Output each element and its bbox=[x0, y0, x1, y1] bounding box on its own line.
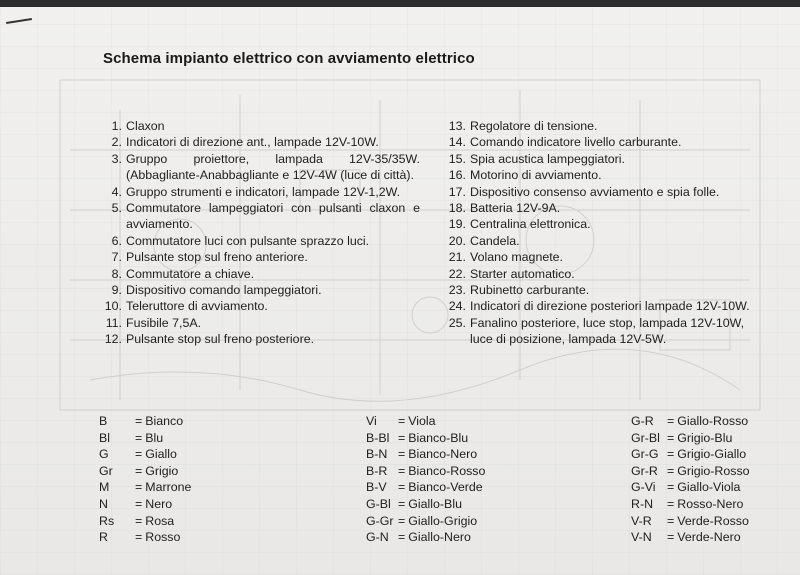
component-number: 23. bbox=[448, 283, 466, 298]
color-legend-entry bbox=[366, 463, 485, 480]
component-item bbox=[448, 184, 766, 200]
component-text: Centralina elettronica. bbox=[470, 217, 591, 232]
component-item bbox=[104, 331, 420, 347]
color-legend-entry bbox=[631, 413, 750, 430]
component-item bbox=[448, 249, 766, 265]
color-legend-entry bbox=[631, 479, 750, 496]
component-text: Batteria 12V-9A. bbox=[470, 201, 561, 216]
component-number: 6. bbox=[111, 233, 122, 248]
color-legend-entry bbox=[99, 430, 191, 447]
component-number: 17. bbox=[448, 184, 466, 199]
component-item bbox=[104, 184, 420, 200]
component-text: Fanalino posteriore, luce stop, lampada 12V-10W, luce di posizione, lampada 12V-5W. bbox=[470, 315, 745, 347]
color-code: V-R bbox=[631, 513, 652, 528]
component-item bbox=[104, 151, 420, 184]
color-legend-entry bbox=[99, 446, 191, 463]
color-name: Giallo-Rosso bbox=[677, 414, 749, 428]
color-name: Giallo-Nero bbox=[408, 530, 471, 545]
equals-sign: = bbox=[667, 430, 675, 445]
component-number: 9. bbox=[111, 283, 122, 298]
color-legend-entry bbox=[631, 430, 750, 447]
color-code: G-Gr bbox=[366, 513, 394, 528]
color-legend-entry bbox=[366, 496, 485, 513]
equals-sign: = bbox=[398, 463, 406, 478]
color-legend-entry bbox=[631, 446, 750, 463]
color-code: R-N bbox=[631, 496, 654, 511]
equals-sign: = bbox=[135, 530, 143, 545]
component-item bbox=[448, 151, 766, 167]
color-code: Vi bbox=[366, 414, 377, 428]
color-legend-entry bbox=[366, 430, 485, 447]
equals-sign: = bbox=[398, 530, 406, 545]
equals-sign: = bbox=[667, 447, 675, 462]
component-text: Gruppo strumenti e indicatori, lampade 12V-1,2W. bbox=[126, 184, 401, 199]
color-code: M bbox=[99, 480, 110, 495]
component-number: 18. bbox=[448, 201, 466, 216]
color-legend-entry bbox=[99, 496, 191, 513]
component-item bbox=[448, 200, 766, 216]
component-item bbox=[104, 118, 420, 134]
color-code: Gr-G bbox=[631, 447, 659, 462]
color-legend-column bbox=[366, 413, 485, 546]
equals-sign: = bbox=[135, 480, 143, 495]
component-number: 20. bbox=[448, 233, 466, 248]
color-name: Marrone bbox=[145, 480, 192, 495]
color-legend-entry bbox=[99, 463, 191, 480]
component-number: 12. bbox=[104, 332, 122, 347]
color-legend-entry bbox=[366, 513, 485, 530]
color-name: Rosso bbox=[145, 530, 181, 545]
component-number: 2. bbox=[111, 135, 122, 150]
color-code: B-N bbox=[366, 447, 388, 462]
color-legend-entry bbox=[366, 413, 485, 430]
component-number: 22. bbox=[448, 266, 466, 281]
component-text: Candela. bbox=[470, 233, 520, 248]
color-code: G-Bl bbox=[366, 496, 391, 511]
equals-sign: = bbox=[135, 513, 143, 528]
color-name: Grigio-Rosso bbox=[677, 463, 750, 478]
components-list-left bbox=[104, 118, 420, 348]
component-item bbox=[448, 266, 766, 282]
equals-sign: = bbox=[398, 414, 406, 428]
color-code: Rs bbox=[99, 513, 115, 528]
component-item bbox=[448, 233, 766, 249]
component-number: 8. bbox=[111, 266, 122, 281]
component-text: Regolatore di tensione. bbox=[470, 119, 598, 133]
color-code: Gr bbox=[99, 463, 113, 478]
color-legend-entry bbox=[631, 529, 750, 546]
color-legend-entry bbox=[99, 529, 191, 546]
color-name: Grigio-Giallo bbox=[677, 447, 747, 462]
color-code: B-R bbox=[366, 463, 388, 478]
component-number: 7. bbox=[111, 250, 122, 265]
color-code: B-V bbox=[366, 480, 387, 495]
color-legend-column bbox=[99, 413, 191, 546]
scan-top-edge bbox=[0, 0, 800, 7]
equals-sign: = bbox=[135, 447, 143, 462]
color-name: Bianco-Verde bbox=[408, 480, 483, 495]
component-text: Dispositivo consenso avviamento e spia folle. bbox=[470, 184, 720, 199]
component-text: Commutatore lampeggiatori con pulsanti claxon e avviamento. bbox=[126, 201, 420, 232]
component-number: 1. bbox=[111, 119, 122, 133]
component-text: Commutatore luci con pulsante sprazzo luci. bbox=[126, 233, 370, 248]
color-name: Bianco-Nero bbox=[408, 447, 478, 462]
equals-sign: = bbox=[135, 496, 143, 511]
color-name: Giallo-Blu bbox=[408, 496, 462, 511]
equals-sign: = bbox=[135, 414, 143, 428]
color-name: Rosa bbox=[145, 513, 175, 528]
color-code: R bbox=[99, 530, 108, 545]
component-text: Gruppo proiettore, lampada 12V-35/35W. (Abbagliante-Anabbagliante e 12V-4W (luce di città). bbox=[126, 151, 420, 183]
component-text: Claxon bbox=[126, 119, 165, 133]
color-name: Bianco-Blu bbox=[408, 430, 469, 445]
component-text: Fusibile 7,5A. bbox=[126, 315, 202, 330]
component-item bbox=[448, 282, 766, 298]
equals-sign: = bbox=[667, 480, 675, 495]
component-text: Pulsante stop sul freno posteriore. bbox=[126, 332, 315, 347]
color-code: B-Bl bbox=[366, 430, 390, 445]
component-number: 5. bbox=[111, 201, 122, 216]
equals-sign: = bbox=[667, 496, 675, 511]
equals-sign: = bbox=[667, 463, 675, 478]
component-text: Spia acustica lampeggiatori. bbox=[470, 151, 625, 166]
color-name: Blu bbox=[145, 430, 164, 445]
component-item bbox=[448, 118, 766, 134]
color-name: Nero bbox=[145, 496, 173, 511]
component-item bbox=[104, 249, 420, 265]
color-legend-entry bbox=[99, 513, 191, 530]
color-name: Grigio-Blu bbox=[677, 430, 733, 445]
component-number: 19. bbox=[448, 217, 466, 232]
equals-sign: = bbox=[398, 480, 406, 495]
color-legend-entry bbox=[366, 446, 485, 463]
page-title: Schema impianto elettrico con avviamento elettrico bbox=[103, 50, 475, 67]
color-name: Verde-Rosso bbox=[677, 513, 749, 528]
component-text: Starter automatico. bbox=[470, 266, 575, 281]
component-number: 13. bbox=[448, 119, 466, 133]
equals-sign: = bbox=[398, 513, 406, 528]
color-code: G-R bbox=[631, 414, 654, 428]
component-item bbox=[104, 233, 420, 249]
color-name: Grigio bbox=[145, 463, 179, 478]
component-item bbox=[104, 298, 420, 314]
component-item bbox=[448, 134, 766, 150]
component-number: 16. bbox=[448, 168, 466, 183]
color-name: Giallo bbox=[145, 447, 177, 462]
color-code: G bbox=[99, 447, 109, 462]
component-item bbox=[448, 298, 766, 314]
color-name: Giallo-Viola bbox=[677, 480, 741, 495]
component-text: Teleruttore di avviamento. bbox=[126, 299, 268, 314]
color-name: Verde-Nero bbox=[677, 530, 741, 545]
component-number: 4. bbox=[111, 184, 122, 199]
equals-sign: = bbox=[135, 430, 143, 445]
component-item bbox=[448, 167, 766, 183]
color-code: Bl bbox=[99, 430, 111, 445]
equals-sign: = bbox=[135, 463, 143, 478]
component-item bbox=[104, 282, 420, 298]
component-text: Motorino di avviamento. bbox=[470, 168, 602, 183]
component-number: 10. bbox=[104, 299, 122, 314]
component-item bbox=[104, 266, 420, 282]
color-legend-entry bbox=[631, 496, 750, 513]
color-name: Bianco-Rosso bbox=[408, 463, 486, 478]
component-number: 11. bbox=[105, 315, 122, 330]
component-text: Indicatori di direzione ant., lampade 12V-10W. bbox=[126, 135, 379, 150]
color-legend-entry bbox=[99, 479, 191, 496]
color-code: G-N bbox=[366, 530, 389, 545]
component-text: Rubinetto carburante. bbox=[470, 283, 590, 298]
equals-sign: = bbox=[398, 447, 406, 462]
color-code: V-N bbox=[631, 530, 652, 545]
component-text: Indicatori di direzione posteriori lampade 12V-10W. bbox=[470, 299, 750, 314]
component-number: 24. bbox=[448, 299, 466, 314]
color-name: Giallo-Grigio bbox=[408, 513, 478, 528]
color-name: Viola bbox=[408, 414, 436, 428]
color-legend-entry bbox=[366, 529, 485, 546]
component-text: Volano magnete. bbox=[470, 250, 564, 265]
component-text: Dispositivo comando lampeggiatori. bbox=[126, 283, 322, 298]
component-item bbox=[104, 134, 420, 150]
component-text: Pulsante stop sul freno anteriore. bbox=[126, 250, 308, 265]
color-code: G-Vi bbox=[631, 480, 656, 495]
component-item bbox=[104, 200, 420, 233]
component-number: 3. bbox=[111, 151, 122, 166]
component-number: 15. bbox=[448, 151, 466, 166]
component-number: 25. bbox=[448, 315, 466, 330]
component-number: 14. bbox=[448, 135, 466, 150]
components-list-right bbox=[448, 118, 766, 348]
component-text: Commutatore a chiave. bbox=[126, 266, 255, 281]
equals-sign: = bbox=[667, 513, 675, 528]
color-legend-entry bbox=[631, 513, 750, 530]
equals-sign: = bbox=[667, 414, 675, 428]
component-item bbox=[448, 315, 766, 348]
equals-sign: = bbox=[667, 530, 675, 545]
color-legend-entry bbox=[366, 479, 485, 496]
component-text: Comando indicatore livello carburante. bbox=[470, 135, 682, 150]
component-item bbox=[448, 216, 766, 232]
color-name: Bianco bbox=[145, 414, 184, 428]
color-name: Rosso-Nero bbox=[677, 496, 744, 511]
equals-sign: = bbox=[398, 430, 406, 445]
equals-sign: = bbox=[398, 496, 406, 511]
color-legend-column bbox=[631, 413, 750, 546]
color-legend-entry bbox=[631, 463, 750, 480]
component-number: 21. bbox=[448, 250, 466, 265]
color-legend-entry bbox=[99, 413, 191, 430]
color-code: B bbox=[99, 414, 108, 428]
pen-mark bbox=[6, 18, 32, 24]
color-code: Gr-R bbox=[631, 463, 658, 478]
component-item bbox=[104, 315, 420, 331]
color-code: N bbox=[99, 496, 108, 511]
color-code: Gr-Bl bbox=[631, 430, 660, 445]
